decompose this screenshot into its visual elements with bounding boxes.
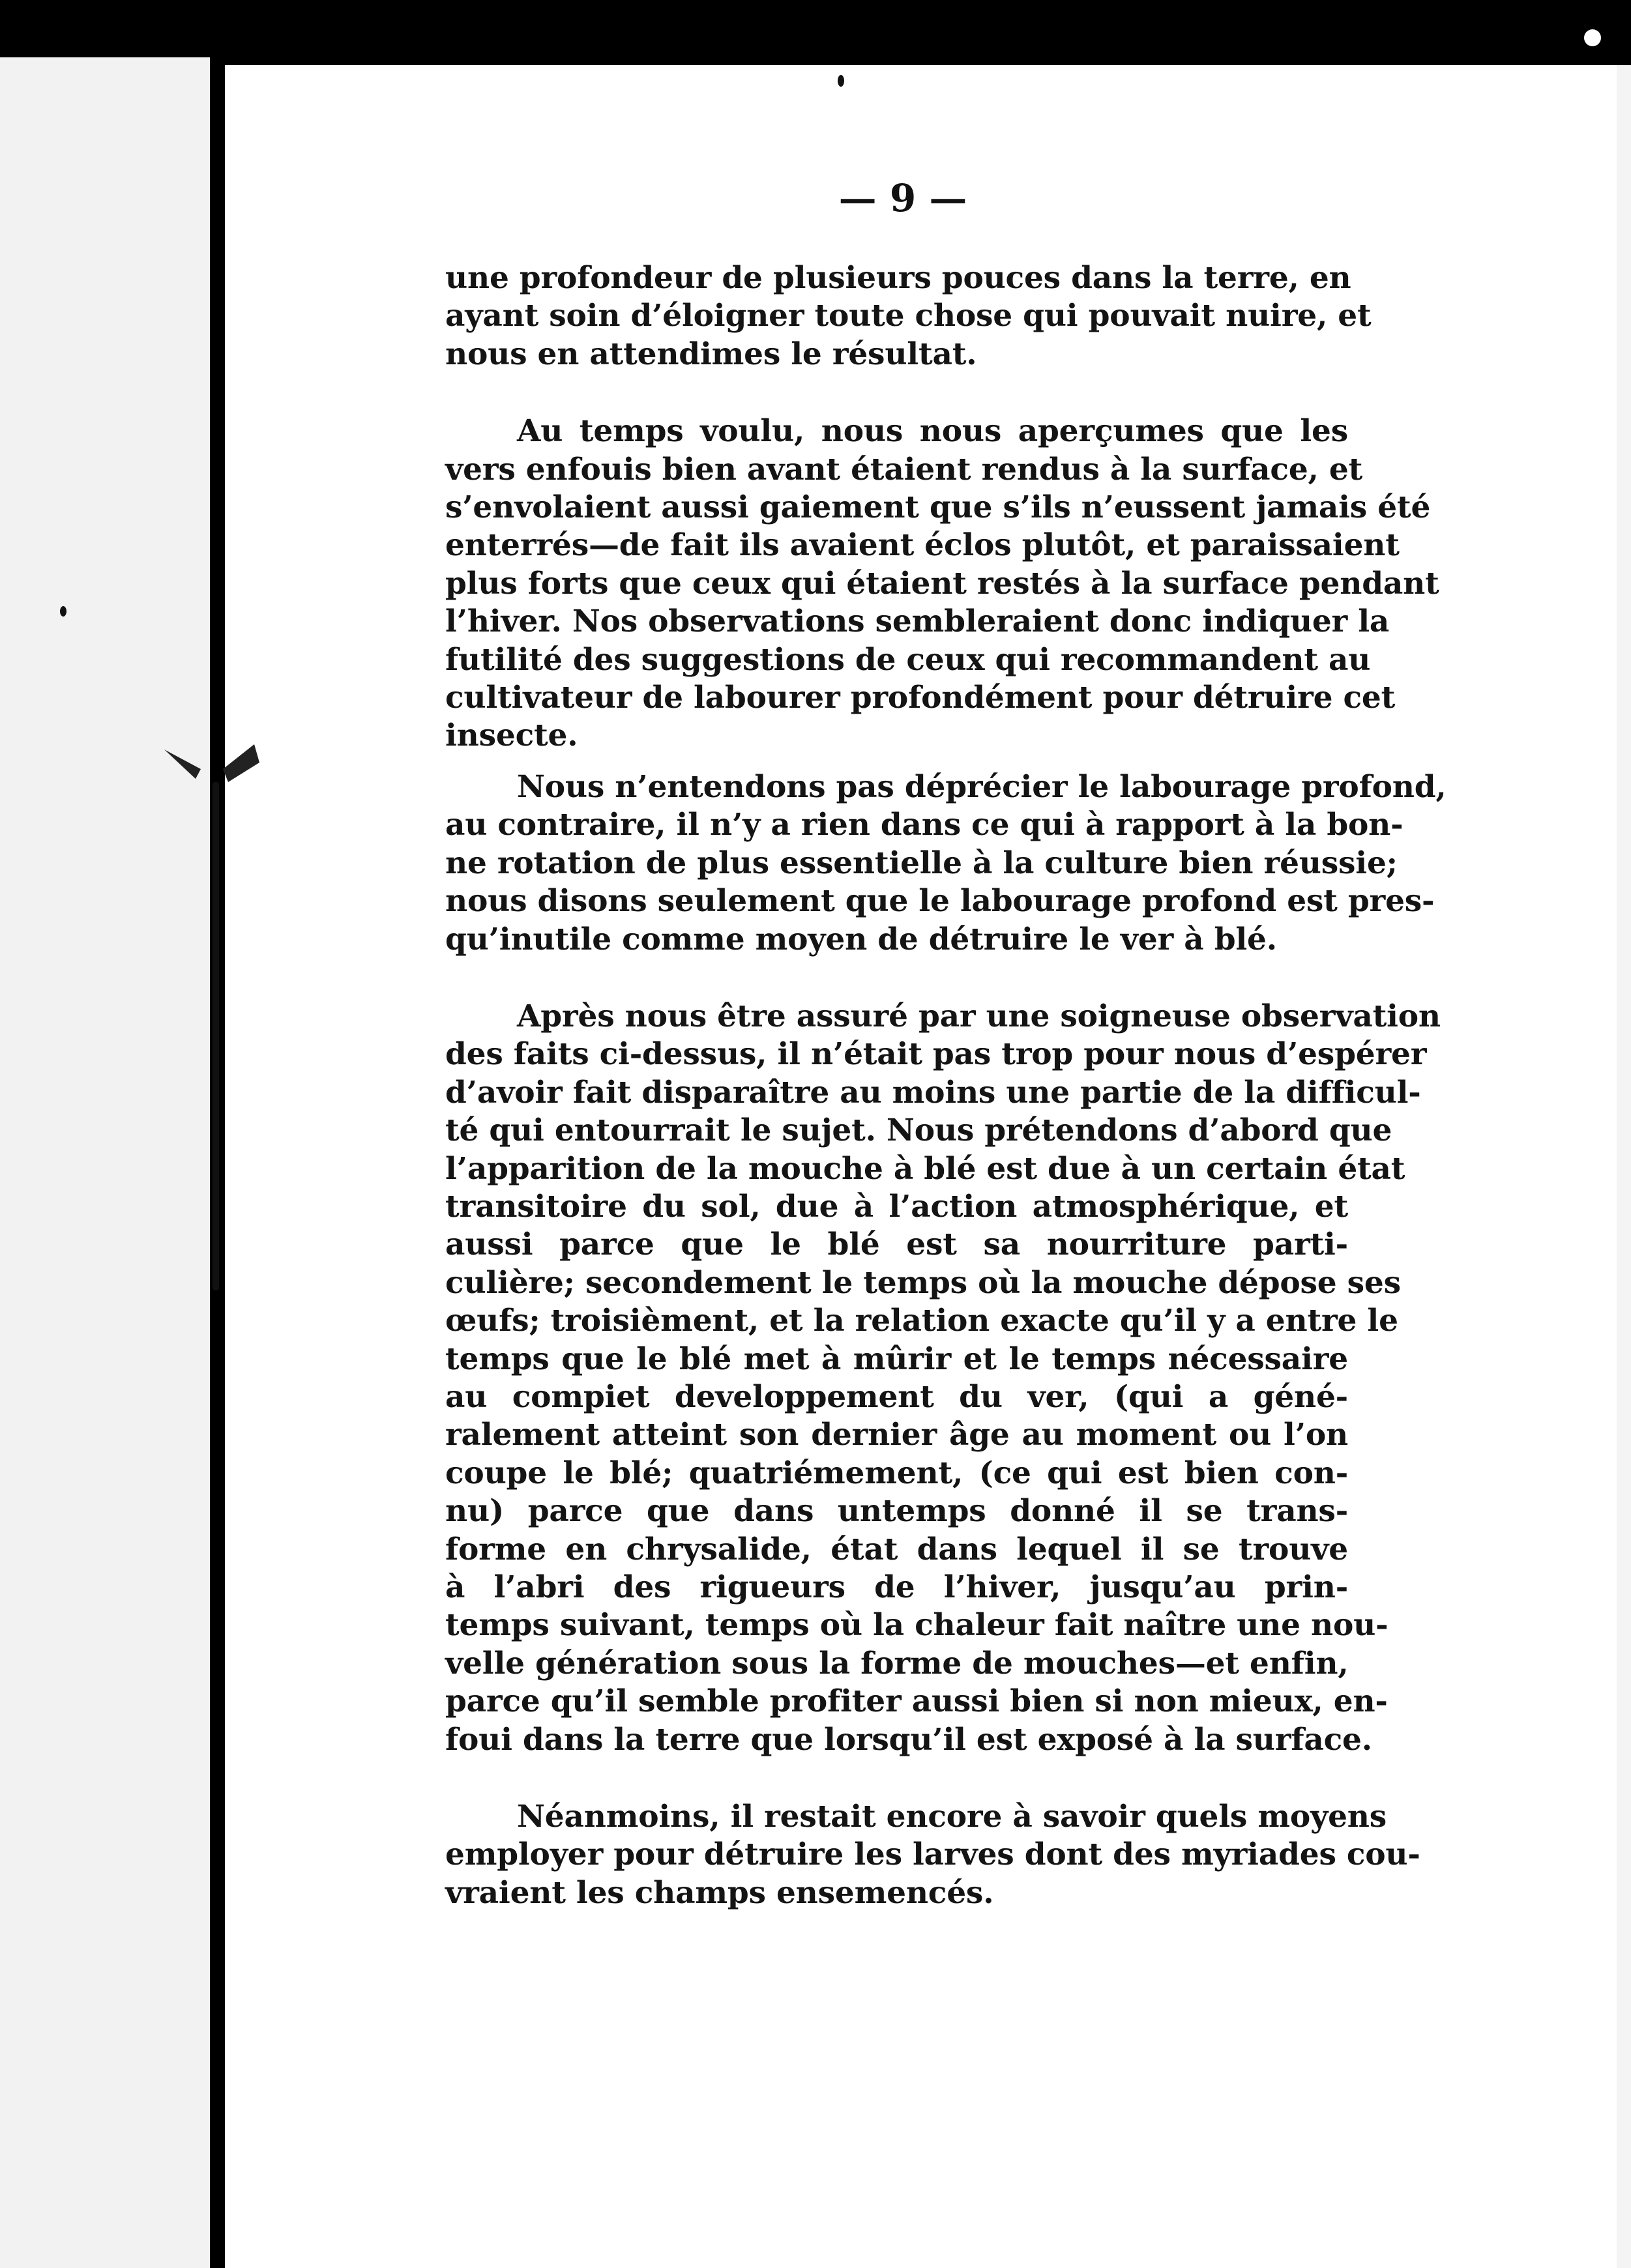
text-line: transitoire du sol, due à l’action atmosphérique, et: [445, 1188, 1348, 1225]
corner-mark: [1584, 29, 1601, 46]
text-line: d’avoir fait disparaître au moins une partie de la difficul-: [445, 1074, 1421, 1111]
text-line: ne rotation de plus essentielle à la culture bien réussie;: [445, 845, 1398, 881]
paragraph-1: [445, 259, 1372, 373]
text-line: Au temps voulu, nous nous aperçumes que les: [517, 413, 1348, 450]
text-line: des faits ci-dessus, il n’était pas trop pour nous d’espérer: [445, 1036, 1427, 1073]
text-line: velle génération sous la forme de mouches—et enfin,: [445, 1645, 1349, 1681]
text-line: une profondeur de plusieurs pouces dans la terre, en: [445, 260, 1351, 296]
text-line: qu’inutile comme moyen de détruire le ver à blé.: [445, 921, 1277, 957]
thread-bar: [213, 782, 219, 1290]
paragraph-3: [445, 768, 1447, 959]
text-line: futilité des suggestions de ceux qui recommandent au: [445, 641, 1371, 678]
paragraph-4: [445, 998, 1441, 1759]
thread-tuft-left: [163, 743, 202, 789]
text-line: forme en chrysalide, état dans lequel il se trouve: [445, 1531, 1348, 1567]
page-edge: [1617, 65, 1631, 2268]
facing-page: [0, 57, 210, 2268]
text-line: foui dans la terre que lorsqu’il est exposé à la surface.: [445, 1721, 1372, 1758]
text-line: s’envolaient aussi gaiement que s’ils n’eussent jamais été: [445, 489, 1431, 526]
text-line: té qui entourrait le sujet. Nous prétendons d’abord que: [445, 1112, 1392, 1149]
text-line: vraient les champs ensemencés.: [445, 1874, 994, 1911]
thread-tuft-right: [222, 743, 261, 789]
text-line: au compiet developpement du ver, (qui a géné-: [445, 1378, 1348, 1415]
text-line: nous en attendimes le résultat.: [445, 336, 977, 372]
body-text: [445, 259, 1447, 1912]
text-line: l’apparition de la mouche à blé est due à un certain état: [445, 1150, 1405, 1187]
text-line: enterrés—de fait ils avaient éclos plutôt, et paraissaient: [445, 527, 1400, 564]
text-line: ayant soin d’éloigner toute chose qui pouvait nuire, et: [445, 298, 1372, 334]
text-line: vers enfouis bien avant étaient rendus à la surface, et: [445, 451, 1363, 487]
text-line: Néanmoins, il restait encore à savoir quels moyens: [517, 1799, 1387, 1835]
ink-speck: [838, 75, 844, 87]
text-line: temps suivant, temps où la chaleur fait naître une nou-: [445, 1607, 1389, 1644]
text-line: nous disons seulement que le labourage profond est pres-: [445, 883, 1435, 920]
paragraph-2: [445, 413, 1439, 755]
text-line: culière; secondement le temps où la mouche dépose ses: [445, 1264, 1401, 1301]
text-line: Après nous être assuré par une soigneuse observation: [517, 998, 1441, 1034]
text-line: parce qu’il semble profiter aussi bien si non mieux, en-: [445, 1683, 1388, 1720]
text-line: plus forts que ceux qui étaient restés à la surface pendant: [445, 565, 1439, 602]
text-line: Nous n’entendons pas déprécier le labourage profond,: [517, 768, 1447, 805]
text-line: cultivateur de labourer profondément pour détruire cet: [445, 680, 1396, 716]
text-line: aussi parce que le blé est sa nourriture parti-: [445, 1227, 1348, 1263]
binding-thread-mark: [202, 743, 226, 1297]
text-line: œufs; troisièment, et la relation exacte qu’il y a entre le: [445, 1303, 1398, 1339]
text-line: ralement atteint son dernier âge au moment ou l’on: [445, 1417, 1348, 1453]
ink-speck: [60, 606, 66, 617]
text-line: employer pour détruire les larves dont des myriades cou-: [445, 1837, 1420, 1873]
text-line: nu) parce que dans untemps donné il se trans-: [445, 1493, 1348, 1530]
text-line: insecte.: [445, 718, 578, 754]
text-line: à l’abri des rigueurs de l’hiver, jusqu’au prin-: [445, 1569, 1348, 1605]
text-line: temps que le blé met à mûrir et le temps nécessaire: [445, 1341, 1348, 1377]
paragraph-5: [445, 1798, 1420, 1912]
text-line: au contraire, il n’y a rien dans ce qui à rapport à la bon-: [445, 807, 1403, 843]
text-line: coupe le blé; quatriémement, (ce qui est bien con-: [445, 1455, 1348, 1491]
page-number: — 9 —: [838, 176, 967, 220]
text-line: l’hiver. Nos observations sembleraient donc indiquer la: [445, 603, 1390, 640]
